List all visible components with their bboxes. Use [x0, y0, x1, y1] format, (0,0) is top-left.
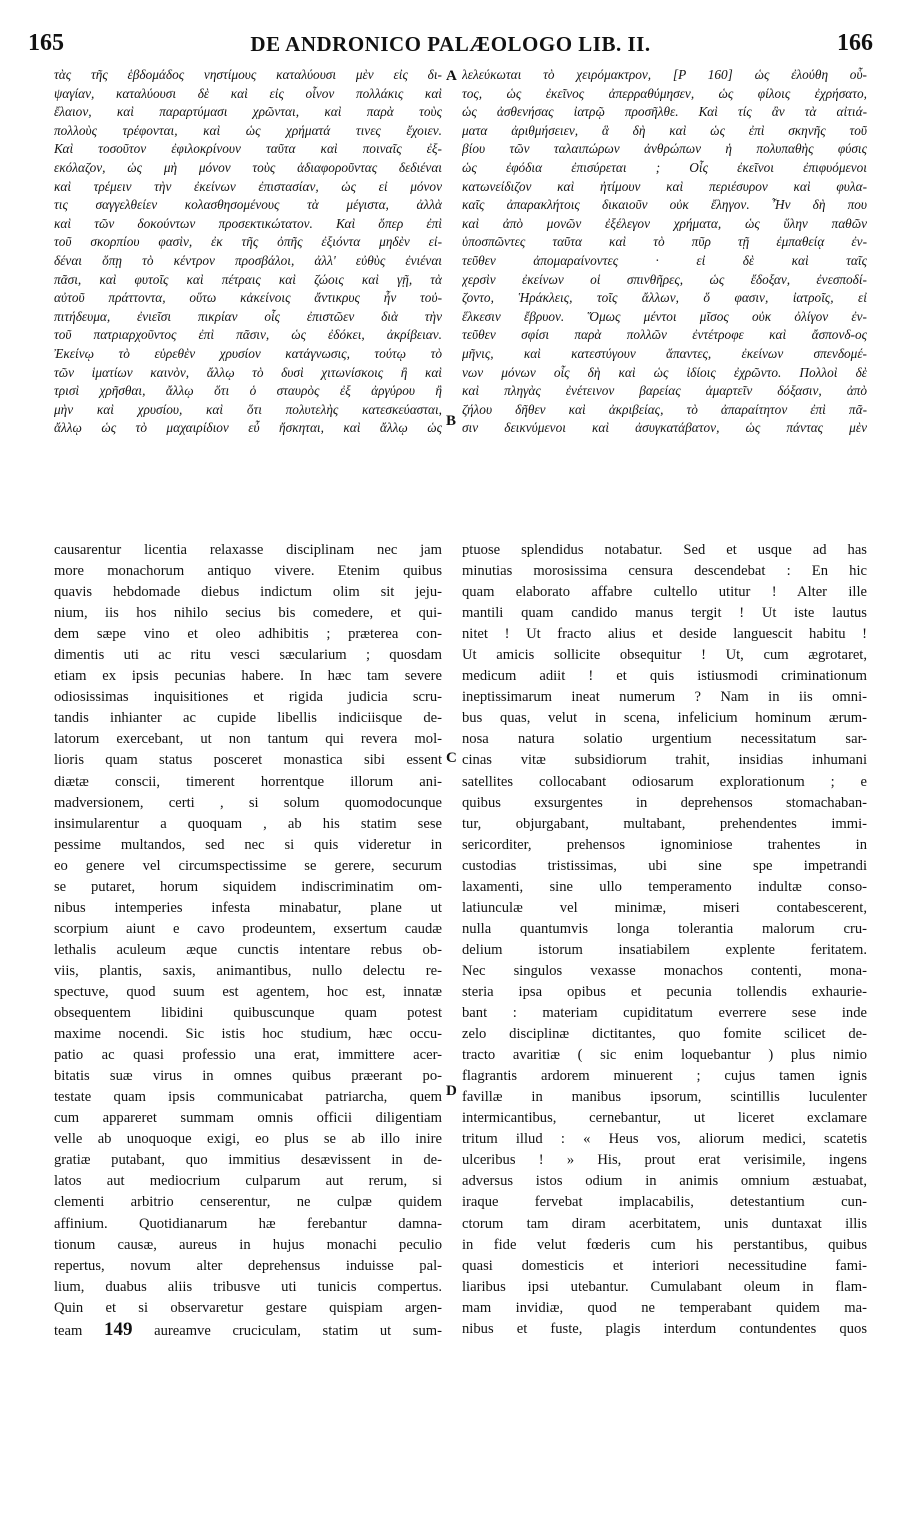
- latin-line-right: flagrantis ardorem minuerent ; cujus tamen ignis: [462, 1068, 867, 1085]
- greek-line-right: καῖς ἀπαρακλήτοις δικαιοῦν οὐκ ἔληγον. Ἦν δὴ που: [462, 197, 867, 213]
- latin-line-right: sericorditer, prehensos ignominiose trahentes in: [462, 836, 867, 853]
- latin-line-left: cum appareret summam omnis officii diligentiam: [54, 1110, 442, 1127]
- latin-line-left: diætæ conscii, timerent horrentque illorum ani-: [54, 773, 442, 790]
- greek-line-left: δέναι ὅπῃ τὸ κέντρον προσβάλοι, ἀλλ' εὐθὺς ἐνιέναι: [54, 252, 442, 268]
- latin-line-left: clementi arbitrio censerentur, ne culpæ quidem: [54, 1194, 442, 1211]
- greek-line-left: τὰς τῆς ἑβδομάδος νηστίμους καταλύουσι μὲν εἰς δι-: [54, 67, 442, 82]
- greek-line-right: μῆνις, καὶ κατεστύγουν ἅπαντες, ἐκείνων σπενδομέ-: [462, 345, 867, 361]
- latin-line-right: zelo disciplinæ dictitantes, quo fomite scilicet de-: [462, 1026, 867, 1043]
- signature-mark: 149: [103, 1318, 133, 1340]
- latin-line-left: patio ac quasi professio una erat, immittere acer-: [54, 1047, 442, 1064]
- latin-line-right: quasi domesticis et interiori necessitudine fami-: [462, 1257, 867, 1274]
- greek-line-right: ὑποσπῶντες ταῦτα καὶ τὸ πῦρ τῇ ἐμπαθείᾳ ἐν-: [462, 234, 867, 250]
- greek-line-left: καὶ τῶν δοκούντων προσεκτικώτατον. Καὶ ὅπερ ἐπὶ: [54, 215, 442, 231]
- latin-line-right: Ut amicis sollicite obsequitur ! Ut, cum ægrotaret,: [462, 647, 867, 664]
- greek-line-left: τρισὶ χρῆσθαι, ἄλλῳ ὅτι ὁ σταυρὸς ἐξ ἀργύρου ἢ: [54, 383, 442, 399]
- latin-line-left: latos aut mediocrium culparum aut rerum, si: [54, 1173, 442, 1190]
- greek-line-right: τεῦθεν ἀπομαραίνοντες · εἰ δὲ καὶ ταῖς: [462, 252, 867, 268]
- latin-line-right: latiunculæ vel minimæ, miseri contabescerent,: [462, 899, 867, 916]
- latin-line-right: tur, objurgabant, multabant, prehendentes immi-: [462, 815, 867, 832]
- latin-line-left: nibus intemperies infesta minabatur, plane ut: [54, 899, 442, 916]
- latin-line-right: medicum adiit ! et quis istiusmodi criminationum: [462, 668, 867, 685]
- latin-line-left: insimularentur a quoquam , ab his statim sese: [54, 815, 442, 832]
- latin-line-right: delium istorum insatiabilem explente feritatem.: [462, 941, 867, 958]
- latin-line-left: affinium. Quotidianarum hæ ferebantur damna-: [54, 1215, 442, 1232]
- greek-line-left: ἄλλῳ ὡς τὸ μαχαιρίδιον εὖ ἤσκηται, καὶ ἄλλῳ ὡς: [54, 420, 442, 436]
- latin-line-right: custodias tristissimas, ubi sine spe impetrandi: [462, 857, 867, 874]
- greek-line-right: κατωνείδιζον καὶ ἠτίμουν καὶ περιέσυρον καὶ φυλα-: [462, 178, 867, 194]
- latin-line-right: nulla quantumvis longa tolerantia malorum cru-: [462, 920, 867, 937]
- latin-line-left: maxime nocendi. Sic istis hoc studium, hæc occu-: [54, 1026, 442, 1043]
- greek-line-left: ἔλαιον, καὶ παραρτύμασι χρῶνται, καὶ παρὰ τοὺς: [54, 104, 442, 120]
- latin-line-right: quibus exsurgentes in deprehensos stomachaban-: [462, 794, 867, 811]
- latin-line-right: Nec singulos vexasse monachos contenti, mona-: [462, 962, 867, 979]
- latin-line-right: nibus et fuste, plagis interdum contundentes quos: [462, 1320, 867, 1337]
- latin-line-right: in fide velut fœderis cum his perstantibus, quibus: [462, 1236, 867, 1253]
- latin-column-left: [54, 540, 442, 1342]
- greek-line-left: καὶ τρέμειν τὴν ἐκείνων ἐπιστασίαν, ὡς εἰ μόνον: [54, 178, 442, 194]
- latin-line-right: adversus istos odium in animis omnium æstuabat,: [462, 1173, 867, 1190]
- latin-line-left: viis, plantis, saxis, animantibus, nullo delectu re-: [54, 962, 442, 979]
- latin-column-right: [462, 540, 867, 1340]
- greek-line-right: νων μόνων οἷς δὴ καὶ ὡς ἰδίοις ἐχρῶντο. Πολλοὶ δὲ: [462, 364, 867, 380]
- latin-line-left: madversionem, certi , si solum quomodocunque: [54, 794, 442, 811]
- latin-line-right: satellites collocabant odiosarum explorationum ; e: [462, 773, 867, 790]
- latin-line-right: tritum illud : « Heus vos, aliorum medici, scatetis: [462, 1131, 867, 1148]
- greek-line-right: ἕλκεσιν ἔβρυον. Ὅμως μέντοι μῖσος οὐκ ὀλίγον ἐν-: [462, 308, 867, 324]
- latin-line-left: tandis inhianter ac cupide libellis indiciisque de-: [54, 710, 442, 727]
- latin-line-left: latorum exercebant, ut non tantum qui revera mol-: [54, 731, 442, 748]
- latin-line-left: quavis hebdomade diebus indictum olim sit jeju-: [54, 584, 442, 601]
- latin-line-right: laxamenti, sine ullo temperamento indultæ conso-: [462, 878, 867, 895]
- greek-line-right: τεῦθεν σφίσι παρὰ πολλῶν ἐντέτροφε καὶ ἄσπονδ-ος: [462, 327, 867, 343]
- latin-line-right: mam invidiæ, quod ne temperabant quidem ma-: [462, 1299, 867, 1316]
- greek-line-left: ψαγίαν, καταλύουσι δὲ καὶ εἰς οἶνον πολλάκις καὶ: [54, 85, 442, 101]
- latin-line-left: obsequentem libidini quibuscunque quam potest: [54, 1005, 442, 1022]
- latin-line-right: liaribus ipsi utebantur. Cumulabant oleum in flam-: [462, 1278, 867, 1295]
- page-number-right: 166: [837, 30, 873, 56]
- margin-marker-a: A: [446, 68, 457, 84]
- latin-line-left: scorpium aiunt e cavo prodeuntem, exsertum caudæ: [54, 920, 442, 937]
- latin-line-left: se putaret, horum siquidem indiscriminatim om-: [54, 878, 442, 895]
- latin-line-left: causarentur licentia relaxasse disciplinam nec jam: [54, 542, 442, 558]
- latin-line-left: tionum causæ, aureus in hujus monachi peculio: [54, 1236, 442, 1253]
- margin-marker-b: B: [446, 413, 457, 429]
- latin-line-right: bus quas, velut in scena, infelicium hominum ærum-: [462, 710, 867, 727]
- latin-line-right: bant : materiam cupiditatum everrere sese inde: [462, 1005, 867, 1022]
- latin-line-left: Quin et si observaretur gestare quispiam argen-: [54, 1299, 442, 1316]
- greek-line-left: Καὶ τοσοῦτον ἐφιλοκρίνουν ταῦτα καὶ ποιναῖς ἐξ-: [54, 141, 442, 157]
- page-header: [28, 30, 873, 60]
- latin-line-right: ptuose splendidus notabatur. Sed et usque ad has: [462, 542, 867, 558]
- greek-line-right: ματα ἀριθμήσειεν, ἃ δὴ καὶ ὡς ἐπὶ σκηνῆς τοῦ: [462, 122, 867, 138]
- latin-line-left: etiam ex ipsis pecunias habere. In hæc tam severe: [54, 668, 442, 685]
- latin-line-left: gratiæ putabant, quo immitius desævissent in de-: [54, 1152, 442, 1169]
- greek-line-right: λελεύκωται τὸ χειρόμακτρον, [P 160] ὡς ἐλούθη οὗ-: [462, 67, 867, 82]
- latin-line-right: nitet ! Ut fracto alius et deside languescit habitu !: [462, 626, 867, 643]
- greek-line-left: εκόλαζον, ὡς μὴ μόνον τοὺς ἀδιαφοροῦντας δεδιέναι: [54, 159, 442, 175]
- greek-line-left: πιτήδευμα, ἐνιεῖσι πικρίαν οἷς ἐπιστῶεν διὰ τὴν: [54, 308, 442, 324]
- latin-line-left: [54, 1319, 442, 1342]
- latin-line-left: repertus, novum alter deprehensus induisse pal-: [54, 1257, 442, 1274]
- latin-line-left: odiosissimas inquisitiones et rigida judicia scru-: [54, 689, 442, 706]
- greek-line-right: βίου τῶν ταλαιπώρων ἀνθρώπων ἡ πολυπαθὴς φύσις: [462, 141, 867, 157]
- latin-line-word: team 149 aureamve cruciculam, statim ut sum-: [54, 1318, 442, 1340]
- margin-marker-d: D: [446, 1083, 457, 1099]
- latin-line-word: aureamve cruciculam, statim ut sum-: [132, 1322, 442, 1339]
- latin-line-right: cinas vitæ subsidiorum trahit, insidias inhumani: [462, 752, 867, 769]
- latin-line-left: dem sæpe vino et oleo adhibitis ; præterea con-: [54, 626, 442, 643]
- latin-line-right: ulceribus ! » His, prout erat verisimile, ingens: [462, 1152, 867, 1169]
- latin-line-right: ctorum tam diram acerbitatem, unis duntaxat illis: [462, 1215, 867, 1232]
- latin-line-left: lium, duabus aliis tribusve uti tunicis compertus.: [54, 1278, 442, 1295]
- greek-line-right: χερσὶν ἐκείνων οἱ σπινθῆρες, ὡς ἔδοξαν, ἐνεσποδί-: [462, 271, 867, 287]
- greek-line-left: τοῦ πατριαρχοῦντος ἐπὶ πᾶσιν, ὡς ἐδόκει, ἀκρίβειαν.: [54, 327, 442, 343]
- greek-line-right: τος, ὡς ἐκεῖνος ἀπερραθύμησεν, ὡς φίλοις ἐχρήσατο,: [462, 85, 867, 101]
- running-head: DE ANDRONICO PALÆOLOGO LIB. II.: [250, 32, 651, 56]
- latin-line-left: eo genere vel circumspectissime se gerere, securum: [54, 857, 442, 874]
- latin-line-left: velle ab unoquoque exigi, eo plus se ab illo inire: [54, 1131, 442, 1148]
- page-number-left: 165: [28, 30, 64, 56]
- latin-line-left: testate quam ipsis communicabat patriarcha, quem: [54, 1089, 442, 1106]
- greek-line-left: πολλοὺς τρέφονται, καὶ ὡς χρήματά τινες ἔχοιεν.: [54, 122, 442, 138]
- greek-line-right: σιν δεικνύμενοι καὶ ἀσυγκατάβατον, ὡς πάντας μὲν: [462, 420, 867, 436]
- latin-line-left: lethalis aculeum æque cunctis intentare rebus ob-: [54, 941, 442, 958]
- latin-line-right: favillæ in manibus ipsorum, scintillis luculenter: [462, 1089, 867, 1106]
- latin-line-left: spectuve, quod suum est agentem, hoc est, innatæ: [54, 983, 442, 1000]
- margin-marker-c: C: [446, 750, 457, 766]
- greek-line-right: ζήλου δῆθεν καὶ ἀκριβείας, τὸ ἀπαραίτητον ἐπὶ πᾶ-: [462, 401, 867, 417]
- latin-line-right: tracto avaritiæ ( sic enim loquebantur ) plus nimio: [462, 1047, 867, 1064]
- greek-column-right: [462, 66, 867, 438]
- latin-line-left: pessime multandos, sed nec si quis videretur in: [54, 836, 442, 853]
- latin-line-right: minutias morosissima censura descendebat : En hic: [462, 563, 867, 580]
- greek-line-right: ὡς ἐφόδια ἐπισύρεται ; Οἷς ἐκεῖνοι ἐπιφυόμενοι: [462, 159, 867, 175]
- latin-line-left: bitatis suæ virus in omnes quibus præerant po-: [54, 1068, 442, 1085]
- greek-line-right: καὶ πληγὰς ἐνέτεινον βαρείας ἁμαρτεῖν δόξασιν, ἀπὸ: [462, 383, 867, 399]
- greek-line-left: τοῦ σκορπίου φασὶν, ἐκ τῆς ὀπῆς ἐξιόντα μηδὲν εἰ-: [54, 234, 442, 250]
- greek-line-left: πᾶσι, καὶ φυτοῖς καὶ πέτραις καὶ ζώοις καὶ γῇ, τὰ: [54, 271, 442, 287]
- greek-line-left: μὴν καὶ χρυσίου, καὶ ὅτι πολυτελὴς κατεσκεύασται,: [54, 401, 442, 417]
- greek-line-left: Ἐκείνῳ τὸ εὑρεθὲν χρυσίον κατάγνωσις, τούτῳ τὸ: [54, 345, 442, 361]
- latin-line-right: iraque fervebat implacabilis, detestantium cun-: [462, 1194, 867, 1211]
- greek-line-right: ζοντο, Ἡράκλεις, τοῖς ἄλλων, ὅ φασιν, ἰατροῖς, εἰ: [462, 290, 867, 306]
- greek-column-left: [54, 66, 442, 438]
- latin-line-left: lioris quam status posceret monastica sibi essent: [54, 752, 442, 769]
- latin-line-right: steria ipsa opibus et pecunia tollendis exhaurie-: [462, 983, 867, 1000]
- latin-line-right: ineptissimarum ineat numerum ? Nam in iis omni-: [462, 689, 867, 706]
- latin-line-left: nium, iis hos nihilo secius bis comedere, et qui-: [54, 605, 442, 622]
- latin-line-right: mantili quam candido manus tergit ! Ut iste lautus: [462, 605, 867, 622]
- latin-line-left: dimentis uti ac ritu vesci sæcularium ; quosdam: [54, 647, 442, 664]
- greek-line-right: καὶ ἀπὸ μονῶν ἐξέλεγον χρήματα, ὡς ὕλην παθῶν: [462, 215, 867, 231]
- latin-line-right: nosa natura solatio urgentium necessitatum sar-: [462, 731, 867, 748]
- latin-line-right: quam elaborato affabre cultello utitur ! Alter ille: [462, 584, 867, 601]
- latin-line-left: more monachorum antiquo vivere. Etenim quibus: [54, 563, 442, 580]
- latin-line-right: intermicantibus, cernebantur, ut liceret exclamare: [462, 1110, 867, 1127]
- greek-line-left: τις σαγγελθείεν κολασθησομένους τὰ μέγιστα, ἀλλὰ: [54, 197, 442, 213]
- greek-line-left: τῶν ἱματίων καινὸν, ἄλλῳ τὸ δυσὶ χιτωνίσκοις ἢ καὶ: [54, 364, 442, 380]
- greek-line-left: αὐτοῦ πράττοντα, οὕτω κἀκείνοις ἄντικρυς ἦν τοὐ-: [54, 290, 442, 306]
- greek-line-right: ὡς ἀσθενήσας ἰατρῷ προσῆλθε. Καὶ τίς ἂν τὰ αἰτιά-: [462, 104, 867, 120]
